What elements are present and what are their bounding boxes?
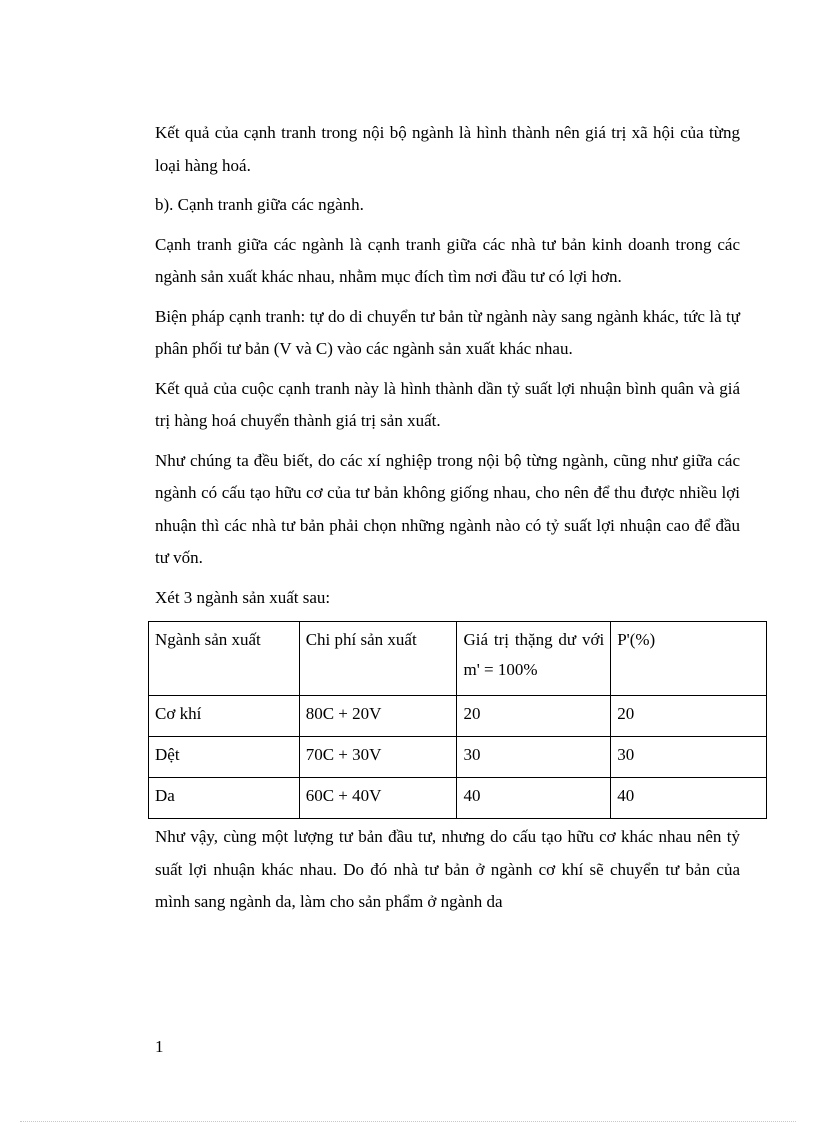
table-cell: 30: [611, 737, 767, 778]
table-cell: 40: [457, 778, 611, 819]
paragraph-inter-industry-definition: Cạnh tranh giữa các ngành là cạnh tranh giữa các nhà tư bản kinh doanh trong các ngành sản xuất khác nhau, nhằm mục đích tìm nơi đầu tư có lợi hơn.: [155, 234, 740, 286]
paragraph-conclusion: Như vậy, cùng một lượng tư bản đầu tư, nhưng do cấu tạo hữu cơ khác nhau nên tỷ suất lợi nhuận khác nhau. Do đó nhà tư bản ở ngành cơ khí sẽ chuyển tư bản của mình sang ngành da, làm cho sản phẩm ở ngành da: [155, 827, 740, 911]
table-cell: 70C + 30V: [299, 737, 457, 778]
table-cell: 60C + 40V: [299, 778, 457, 819]
table-header-cell: Giá trị thặng dư với m' = 100%: [457, 622, 611, 696]
table-cell: Dệt: [149, 737, 300, 778]
table-cell: 80C + 20V: [299, 696, 457, 737]
industry-profit-table: [148, 621, 767, 819]
table-cell: 30: [457, 737, 611, 778]
paragraph-profit-rate-explanation: Như chúng ta đều biết, do các xí nghiệp trong nội bộ từng ngành, cũng như giữa các ngành có cấu tạo hữu cơ của tư bản không giống nhau, cho nên để thu được nhiều lợi nhuận thì các nhà tư bản phải chọn những ngành nào có tỷ suất lợi nhuận cao để đầu tư vốn.: [155, 450, 740, 567]
page-bottom-divider: [20, 1121, 796, 1122]
table-header-cell: P'(%): [611, 622, 767, 696]
table-row: [149, 737, 767, 778]
paragraph-competition-result: Kết quả của cạnh tranh trong nội bộ ngành là hình thành nên giá trị xã hội của từng loại hàng hoá.: [155, 123, 740, 175]
table-header-row: [149, 622, 767, 696]
table-row: [149, 778, 767, 819]
table-cell: 20: [457, 696, 611, 737]
table-header-cell: Ngành sản xuất: [149, 622, 300, 696]
table-cell: Cơ khí: [149, 696, 300, 737]
table-cell: 20: [611, 696, 767, 737]
paragraph-competition-measures: Biện pháp cạnh tranh: tự do di chuyển tư bản từ ngành này sang ngành khác, tức là tự phân phối tư bản (V và C) vào các ngành sản xuất khác nhau.: [155, 306, 740, 358]
section-heading-b: b). Cạnh tranh giữa các ngành.: [155, 195, 364, 214]
document-body: [155, 117, 740, 926]
table-header-cell: Chi phí sản xuất: [299, 622, 457, 696]
paragraph-table-intro: Xét 3 ngành sản xuất sau:: [155, 587, 331, 607]
paragraph-competition-outcome: Kết quả của cuộc cạnh tranh này là hình thành dần tỷ suất lợi nhuận bình quân và giá trị hàng hoá chuyển thành giá trị sản xuất.: [155, 378, 740, 430]
table-row: [149, 696, 767, 737]
page-number: 1: [155, 1037, 164, 1056]
table-cell: 40: [611, 778, 767, 819]
table-cell: Da: [149, 778, 300, 819]
